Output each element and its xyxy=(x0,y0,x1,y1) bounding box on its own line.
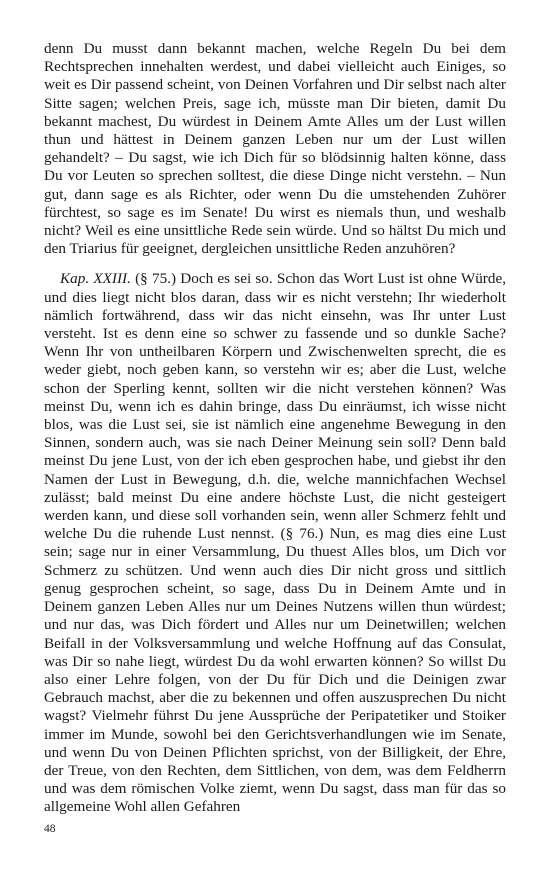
chapter-heading: Kap. XXIII. xyxy=(60,270,131,288)
paragraph-2-text: (§ 75.) Doch es sei so. Schon das Wort Lust ist ohne Würde, und dies liegt nicht blos daran, dass wir es nicht verstehn; Ihr wiederholt nämlich fortwährend, dass wir das nicht einsehn, was Ihr unter Lust versteht. Ist es denn eine so schwer zu fassende und so dunkle Sache? Wenn Ihr von untheilbaren Körpern und Zwischenwelten sprecht, die es weder giebt, noch geben kann, so verstehn wir es; aber die Lust, welche schon der Sperling kennt, sollten wir die nicht verstehen können? Was meinst Du, wenn ich es dahin bringe, dass Du einräumst, ich wisse nicht blos, was die Lust sei, sie ist nämlich eine angenehme Bewegung in den Sinnen, sondern auch, was sie nach Deiner Meinung sein soll? Denn bald meinst Du jene Lust, von der ich eben gesprochen habe, und giebst ihr den Namen der Lust in Bewegung, d.h. die, welche mannichfachen Wechsel zulässt; bald meinst Du eine andere höchste Lust, die nicht gesteigert werden kann, und diese soll vorhanden sein, wenn aller Schmerz fehlt und welche Du die ruhende Lust nennst. (§ 76.) Nun, es mag dies eine Lust sein; sage nur in einer Versammlung, Du thuest Alles blos, um Dich vor Schmerz zu schützen. Und wenn auch dies Dir nicht gross und sittlich genug gesprochen scheint, so sage, dass Du in Deinem Amte und in Deinem ganzen Leben Alles nur um Deines Nutzens willen thun würdest; und nur das, was Dich fördert und Alles nur um Deinetwillen; welchen Beifall in der Volksversammlung und welche Hoffnung auf das Consulat, was Dir so nahe liegt, würdest Du da wohl erwarten können? So willst Du also einer Lehre folgen, von der Du für Dich und die Deinigen zwar Gebrauch machst, aber die zu bekennen und offen auszusprechen Du nicht wagst? Vielmehr führst Du jene Aussprüche der Peripatetiker und Stoiker immer im Munde, sowohl bei den Gerichtsverhandlungen wie im Senate, und wenn Du von Deinen Pflichten sprichst, von der Billigkeit, der Ehre, der Treue, von den Rechten, dem Sittlichen, von dem, was dem Feldherrn und was dem römischen Volke ziemt, wenn Du sagst, dass man für das so allgemeine Wohl allen Gefahren xyxy=(44,270,506,816)
page-number: 48 xyxy=(44,823,56,835)
text-block xyxy=(44,40,506,817)
paragraph-2 xyxy=(44,270,506,816)
paragraph-1 xyxy=(44,40,506,258)
paragraph-1-text: denn Du musst dann bekannt machen, welche Regeln Du bei dem Rechtsprechen innehalten werdest, und dabei vielleicht auch Einiges, so weit es Dir passend scheint, von Deinen Vorfahren und Dir selbst nach alter Sitte sagen; welchen Preis, sage ich, müsste man Dir bieten, damit Du bekannt machest, Du würdest in Deinem Amte Alles um der Lust willen thun und hättest in Deinem ganzen Leben nur um der Lust willen gehandelt? – Du sagst, wie ich Dich für so blödsinnig halten könne, dass Du vor Leuten so sprechen solltest, die diese Dinge nicht verstehn. – Nun gut, dann sage es als Richter, oder wenn Du die umstehenden Zuhörer fürchtest, so sage es im Senate! Du wirst es niemals thun, und weshalb nicht? Weil es eine unsittliche Rede sein würde. Und so hältst Du mich und den Triarius für geeignet, dergleichen unsittliche Reden anzuhören? xyxy=(44,40,506,258)
